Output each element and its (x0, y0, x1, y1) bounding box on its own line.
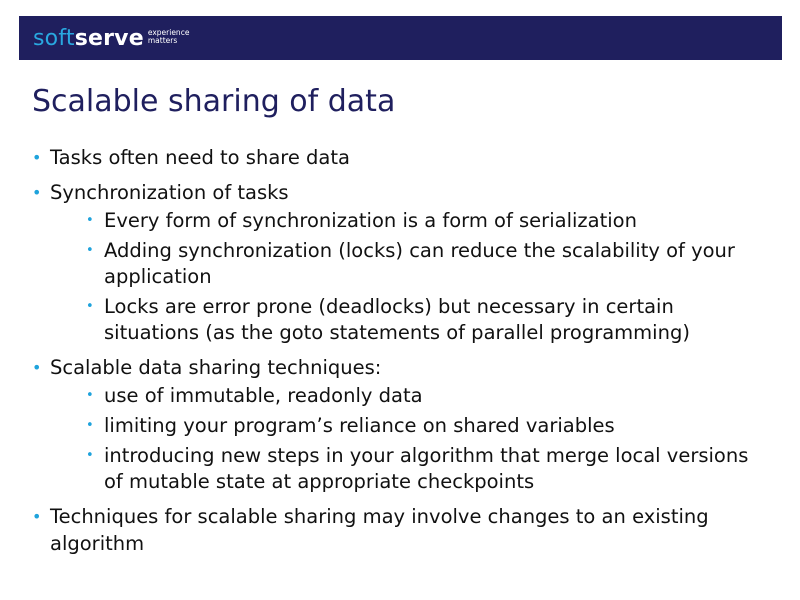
sub-bullet-text: Adding synchronization (locks) can reduce the scalability of your application (104, 239, 735, 288)
softserve-logo (33, 23, 189, 53)
slide-title: Scalable sharing of data (32, 84, 396, 119)
bullet-text: Synchronization of tasks (50, 181, 289, 204)
sub-bullet-dot-icon: • (86, 213, 94, 228)
logo-tagline (148, 29, 190, 45)
bullet-dot-icon: • (32, 358, 42, 377)
bullet-item (32, 354, 772, 495)
sub-bullet-item (86, 208, 772, 234)
sub-bullet-text: introducing new steps in your algorithm that merge local versions of mutable state at appropriate checkpoints (104, 444, 749, 493)
bullet-dot-icon: • (32, 148, 42, 167)
sub-bullet-item (86, 443, 772, 495)
sub-bullet-item (86, 383, 772, 409)
sub-bullet-dot-icon: • (86, 418, 94, 433)
sub-bullet-list (86, 208, 772, 346)
sub-bullet-text: Locks are error prone (deadlocks) but necessary in certain situations (as the goto statements of parallel programming) (104, 295, 690, 344)
sub-bullet-text: limiting your program’s reliance on shared variables (104, 414, 615, 437)
bullet-dot-icon: • (32, 183, 42, 202)
bullet-item (32, 503, 772, 557)
sub-bullet-item (86, 413, 772, 439)
bullet-text: Techniques for scalable sharing may involve changes to an existing algorithm (50, 505, 709, 555)
sub-bullet-text: use of immutable, readonly data (104, 384, 423, 407)
sub-bullet-item (86, 294, 772, 346)
bullet-dot-icon: • (32, 507, 42, 526)
logo-serve-text: serve (74, 25, 144, 51)
bullet-text: Tasks often need to share data (50, 146, 350, 169)
sub-bullet-dot-icon: • (86, 243, 94, 258)
sub-bullet-item (86, 238, 772, 290)
sub-bullet-dot-icon: • (86, 388, 94, 403)
bullet-item (32, 179, 772, 346)
sub-bullet-dot-icon: • (86, 448, 94, 463)
logo-soft-text: soft (33, 25, 75, 51)
slide-content (32, 144, 772, 565)
bullet-text: Scalable data sharing techniques: (50, 356, 382, 379)
header-bar (19, 16, 782, 60)
sub-bullet-list (86, 383, 772, 495)
bullet-list (32, 144, 772, 557)
sub-bullet-text: Every form of synchronization is a form of serialization (104, 209, 637, 232)
tagline-line1: experience (147, 28, 190, 37)
sub-bullet-dot-icon: • (86, 299, 94, 314)
tagline-line2: matters (147, 36, 178, 45)
bullet-item (32, 144, 772, 171)
